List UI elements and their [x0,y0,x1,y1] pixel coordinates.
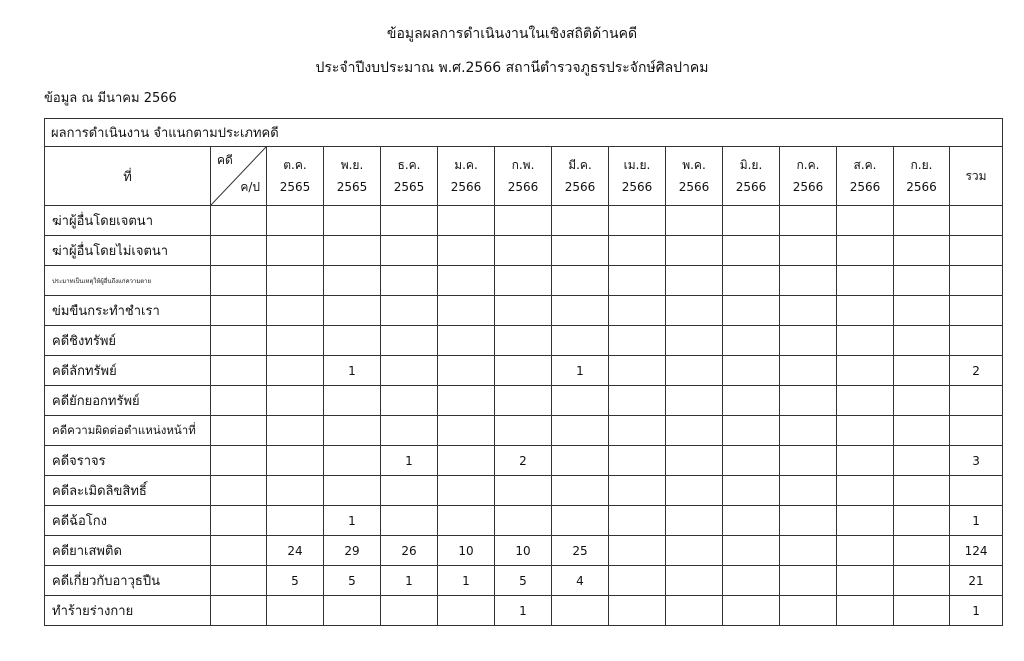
row-label: คดีลักทรัพย์ [45,356,211,386]
row-month-value [723,386,780,416]
row-total: 1 [950,596,1003,626]
row-month-value: 1 [381,566,438,596]
header-month-year: 2566 [564,180,596,194]
row-month-value [837,236,894,266]
header-month-year: 2566 [906,180,937,194]
header-month [609,147,666,206]
row-month-value [267,446,324,476]
row-label: คดีจราจร [45,446,211,476]
row-month-value [837,356,894,386]
row-month-value [894,506,950,536]
row-total: 1 [950,506,1003,536]
table-row [45,536,1003,566]
row-month-value [666,206,723,236]
row-total: 124 [950,536,1003,566]
row-kdi-cell [211,326,267,356]
row-label: ข่มขืนกระทำชำเรา [45,296,211,326]
row-month-value [438,596,495,626]
table-row [45,476,1003,506]
row-month-value [381,236,438,266]
row-total [950,296,1003,326]
row-month-value [723,326,780,356]
row-month-value [666,266,723,296]
header-month [894,147,950,206]
row-month-value [894,266,950,296]
row-month-value [552,326,609,356]
header-month-year: 2565 [279,180,311,194]
row-month-value [780,356,837,386]
row-month-value [780,596,837,626]
header-month-name: ส.ค. [853,158,877,172]
header-month-name: มี.ค. [568,158,592,172]
row-month-value [837,326,894,356]
row-month-value [609,536,666,566]
row-month-value [609,236,666,266]
row-month-value [666,566,723,596]
table-row [45,356,1003,386]
row-month-value [267,506,324,536]
table-row [45,446,1003,476]
row-kdi-cell [211,296,267,326]
header-month-year: 2566 [507,180,539,194]
row-month-value [780,506,837,536]
row-month-value [552,596,609,626]
row-month-value [267,326,324,356]
row-month-value [837,446,894,476]
row-month-value [837,566,894,596]
row-month-value: 4 [552,566,609,596]
header-kdi-top: คดี [217,153,233,167]
row-month-value [324,296,381,326]
header-month [837,147,894,206]
header-month [666,147,723,206]
row-month-value [381,416,438,446]
row-month-value [438,416,495,446]
row-kdi-cell [211,596,267,626]
row-month-value: 25 [552,536,609,566]
row-month-value [552,266,609,296]
row-month-value [723,506,780,536]
row-month-value [381,326,438,356]
row-month-value [666,296,723,326]
row-month-value [438,476,495,506]
row-kdi-cell [211,416,267,446]
header-month [267,147,324,206]
header-month-year: 2566 [678,180,710,194]
page-title: ข้อมูลผลการดำเนินงานในเชิงสถิติด้านคดี [386,26,638,42]
row-month-value [267,356,324,386]
row-month-value [495,296,552,326]
row-kdi-cell [211,476,267,506]
row-month-value [552,446,609,476]
row-month-value: 1 [438,566,495,596]
row-month-value [894,386,950,416]
row-label: คดีฉ้อโกง [45,506,211,536]
row-month-value [438,296,495,326]
header-month-name: พ.ค. [682,158,706,172]
row-month-value [894,596,950,626]
header-total: รวม [950,147,1003,206]
header-kdi-cell [211,147,267,206]
row-label: คดีชิงทรัพย์ [45,326,211,356]
row-month-value [837,386,894,416]
row-month-value [438,506,495,536]
row-month-value [780,476,837,506]
header-month-name: ธ.ค. [397,158,421,172]
row-kdi-cell [211,566,267,596]
header-month-name: พ.ย. [340,158,364,172]
row-label: ทำร้ายร่างกาย [45,596,211,626]
table-row [45,236,1003,266]
row-month-value [666,356,723,386]
row-month-value: 5 [324,566,381,596]
row-month-value [723,356,780,386]
row-month-value [267,236,324,266]
row-month-value [894,296,950,326]
row-month-value: 26 [381,536,438,566]
as-of-date: ข้อมูล ณ มีนาคม 2566 [44,91,177,106]
row-month-value [780,326,837,356]
header-month-name: ม.ค. [454,158,478,172]
row-month-value [495,476,552,506]
row-total [950,386,1003,416]
row-month-value: 29 [324,536,381,566]
row-month-value: 1 [381,446,438,476]
row-month-value [609,296,666,326]
row-month-value [381,506,438,536]
row-month-value [381,266,438,296]
row-total: 2 [950,356,1003,386]
header-month [723,147,780,206]
row-month-value [381,296,438,326]
row-month-value [438,356,495,386]
row-month-value [552,206,609,236]
row-month-value [723,296,780,326]
header-month-year: 2566 [792,180,824,194]
table-row [45,326,1003,356]
row-month-value [666,386,723,416]
header-month-name: ก.ค. [796,158,820,172]
row-month-value [381,596,438,626]
table-caption: ผลการดำเนินงาน จำแนกตามประเภทคดี [45,119,1003,147]
row-month-value [723,596,780,626]
row-month-value [837,206,894,236]
page-subtitle: ประจำปีงบประมาณ พ.ศ.2566 สถานีตำรวจภูธรประจักษ์ศิลปาคม [315,60,709,76]
row-label: ฆ่าผู้อื่นโดยเจตนา [45,206,211,236]
row-month-value [552,386,609,416]
row-total [950,266,1003,296]
table-row [45,416,1003,446]
row-total [950,476,1003,506]
row-month-value [894,536,950,566]
table-row [45,206,1003,236]
row-month-value [723,236,780,266]
row-month-value [495,386,552,416]
row-month-value [552,476,609,506]
row-month-value [267,296,324,326]
row-month-value [723,266,780,296]
row-month-value [267,206,324,236]
row-month-value [666,596,723,626]
row-month-value [780,446,837,476]
row-kdi-cell [211,356,267,386]
row-month-value [666,446,723,476]
header-kdi-bottom: ค/ป [240,180,260,194]
row-month-value [666,536,723,566]
row-month-value [894,206,950,236]
row-month-value: 2 [495,446,552,476]
row-month-value [609,476,666,506]
row-kdi-cell [211,206,267,236]
statistics-table [44,118,1003,626]
row-month-value [723,416,780,446]
row-month-value [837,416,894,446]
row-kdi-cell [211,536,267,566]
row-month-value [780,266,837,296]
header-month-name: เม.ย. [623,158,651,172]
row-month-value [780,386,837,416]
table-row [45,296,1003,326]
row-month-value [324,476,381,506]
row-month-value [495,326,552,356]
row-month-value [894,356,950,386]
header-month [381,147,438,206]
row-month-value [324,416,381,446]
header-row [45,147,1003,206]
row-total [950,236,1003,266]
row-month-value: 24 [267,536,324,566]
row-kdi-cell [211,266,267,296]
row-month-value [438,386,495,416]
row-month-value [267,596,324,626]
row-month-value [609,506,666,536]
table-body [45,206,1003,626]
header-month-year: 2565 [336,180,368,194]
row-month-value [324,236,381,266]
row-month-value [381,476,438,506]
row-month-value: 10 [495,536,552,566]
row-month-value [324,266,381,296]
row-month-value [438,236,495,266]
row-month-value [324,596,381,626]
row-month-value [438,326,495,356]
row-month-value [609,266,666,296]
header-month-year: 2566 [450,180,482,194]
header-month [552,147,609,206]
header-label: ที่ [45,147,211,206]
row-month-value [894,416,950,446]
row-month-value: 1 [495,596,552,626]
row-month-value [894,326,950,356]
row-month-value [609,206,666,236]
row-label: คดียักยอกทรัพย์ [45,386,211,416]
header-month-name: มิ.ย. [739,158,763,172]
header-month [324,147,381,206]
header-month-year: 2566 [621,180,653,194]
row-month-value [267,476,324,506]
row-month-value [894,476,950,506]
row-month-value [837,266,894,296]
row-month-value [723,446,780,476]
row-kdi-cell [211,446,267,476]
row-month-value [552,236,609,266]
row-label: ฆ่าผู้อื่นโดยไม่เจตนา [45,236,211,266]
row-month-value: 10 [438,536,495,566]
row-month-value [780,416,837,446]
row-month-value [780,536,837,566]
row-month-value [381,386,438,416]
row-month-value [552,416,609,446]
table-row [45,386,1003,416]
row-month-value [267,386,324,416]
header-month-year: 2566 [735,180,767,194]
table-row [45,266,1003,296]
row-total: 21 [950,566,1003,596]
header-month-name: ก.พ. [511,158,535,172]
row-month-value: 5 [267,566,324,596]
row-month-value [837,476,894,506]
row-month-value [723,206,780,236]
row-month-value [438,206,495,236]
row-month-value [837,596,894,626]
header-month-year: 2565 [393,180,425,194]
header-month [495,147,552,206]
row-month-value [324,326,381,356]
row-month-value [552,506,609,536]
row-month-value [723,536,780,566]
row-month-value [267,266,324,296]
row-month-value [381,356,438,386]
row-total [950,206,1003,236]
header-month-name: ก.ย. [910,158,933,172]
row-month-value [438,446,495,476]
row-month-value [894,236,950,266]
row-month-value [495,236,552,266]
row-month-value [666,236,723,266]
row-month-value [723,566,780,596]
row-month-value [495,506,552,536]
row-month-value [495,356,552,386]
row-month-value [495,416,552,446]
row-kdi-cell [211,386,267,416]
row-month-value [609,326,666,356]
row-month-value [837,506,894,536]
row-month-value [438,266,495,296]
row-month-value [837,536,894,566]
row-label: คดีละเมิดลิขสิทธิ์ [45,476,211,506]
row-month-value [780,236,837,266]
row-month-value [894,446,950,476]
row-kdi-cell [211,236,267,266]
row-month-value [609,566,666,596]
row-label: คดียาเสพติด [45,536,211,566]
row-month-value: 1 [324,506,381,536]
table-row [45,596,1003,626]
row-total [950,326,1003,356]
row-month-value [666,476,723,506]
row-month-value [609,386,666,416]
row-month-value [666,326,723,356]
row-month-value: 1 [324,356,381,386]
row-month-value [894,566,950,596]
header-month [438,147,495,206]
row-month-value [381,206,438,236]
header-month [780,147,837,206]
row-month-value [723,476,780,506]
row-month-value [324,386,381,416]
row-month-value [780,296,837,326]
row-month-value [780,206,837,236]
row-month-value [666,506,723,536]
row-month-value [780,566,837,596]
row-label: ประมาทเป็นเหตุให้ผู้อื่นถึงแก่ความตาย [45,266,211,296]
row-month-value [267,416,324,446]
header-month-year: 2566 [849,180,881,194]
row-month-value: 1 [552,356,609,386]
row-month-value [666,416,723,446]
header-month-name: ต.ค. [283,158,307,172]
row-label: คดีความผิดต่อตำแหน่งหน้าที่ [45,416,211,446]
row-label: คดีเกี่ยวกับอาวุธปืน [45,566,211,596]
row-month-value [495,206,552,236]
row-total: 3 [950,446,1003,476]
row-month-value [552,296,609,326]
row-kdi-cell [211,506,267,536]
row-month-value [324,206,381,236]
row-month-value [837,296,894,326]
row-month-value [324,446,381,476]
row-month-value [495,266,552,296]
row-month-value [609,356,666,386]
table-row [45,506,1003,536]
row-month-value [609,416,666,446]
row-month-value: 5 [495,566,552,596]
row-total [950,416,1003,446]
table-row [45,566,1003,596]
row-month-value [609,596,666,626]
row-month-value [609,446,666,476]
